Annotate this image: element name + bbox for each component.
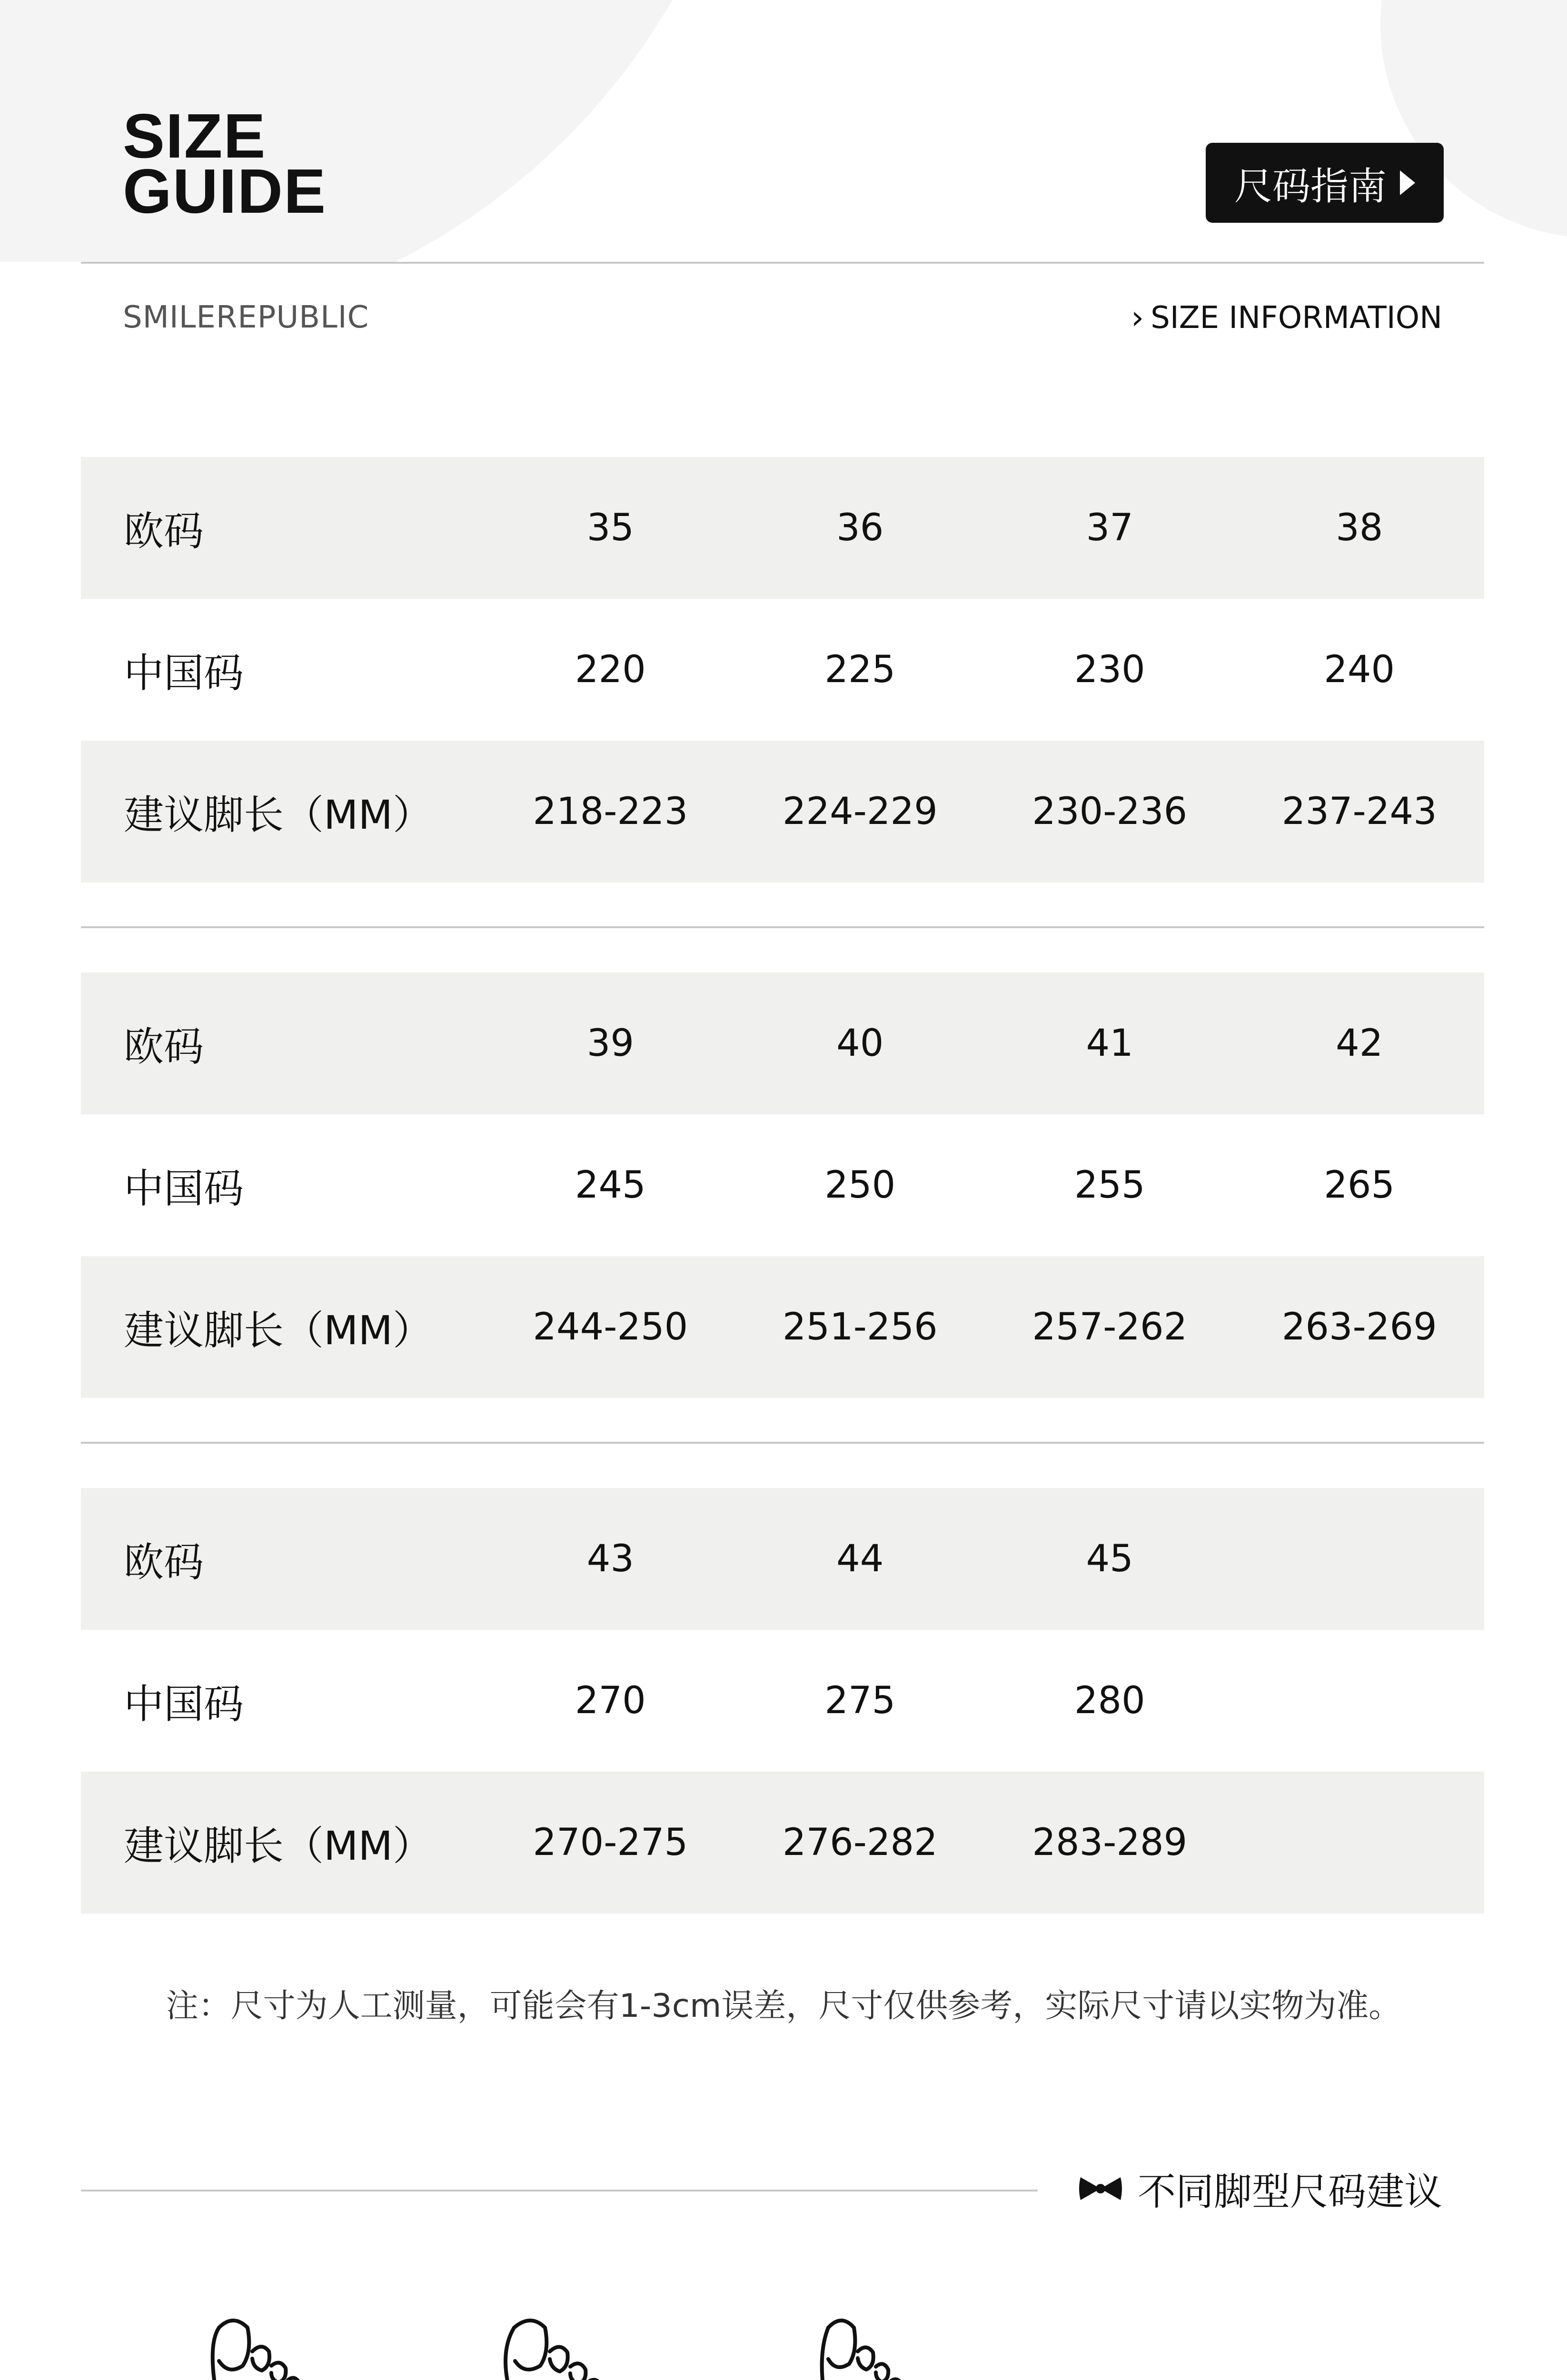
table-cell: 270: [575, 1679, 646, 1722]
table-row: [81, 1488, 1484, 1630]
brand-name: SMILEREPUBLIC: [123, 300, 369, 335]
table-cell: 280: [1074, 1679, 1145, 1722]
table-row: [81, 741, 1484, 883]
table-cell: 237-243: [1281, 790, 1437, 833]
standard-foot-icon: [200, 2313, 333, 2380]
size-information-label: SIZE INFORMATION: [1150, 300, 1442, 336]
row-label-eu: 欧码: [124, 1023, 204, 1070]
table-cell: 224-229: [782, 790, 938, 833]
play-triangle-icon: [1400, 170, 1415, 195]
size-table-3: [81, 1488, 1484, 1914]
row-label-cn: 中国码: [124, 1165, 244, 1212]
table-row: [81, 1256, 1484, 1398]
table-cell: 225: [824, 648, 896, 691]
table-cell: 245: [575, 1164, 646, 1207]
table-cell: 283-289: [1032, 1821, 1188, 1864]
page-title: SIZE GUIDE: [123, 101, 327, 226]
row-label-foot-length: 建议脚长（MM）: [124, 1307, 433, 1354]
foot-type-section-title: [1078, 2161, 1442, 2216]
table-row: [81, 972, 1484, 1114]
size-guide-button[interactable]: [1206, 143, 1444, 223]
table-cell: 275: [824, 1679, 896, 1722]
table-cell: 265: [1324, 1164, 1395, 1207]
table-cell: 220: [575, 648, 646, 691]
table-cell: 35: [586, 506, 634, 549]
table-cell: 244-250: [533, 1306, 688, 1349]
table-cell: 44: [836, 1537, 884, 1580]
table-cell: 270-275: [533, 1821, 688, 1864]
table-row: [81, 599, 1484, 741]
table-row: [81, 1114, 1484, 1256]
table-cell: 39: [586, 1022, 634, 1065]
table-cell: 240: [1324, 648, 1395, 691]
table-cell: 257-262: [1032, 1306, 1188, 1349]
table-divider: [81, 1442, 1484, 1444]
row-label-eu: 欧码: [124, 1538, 204, 1586]
wide-foot-icon: [495, 2313, 647, 2380]
table-cell: 263-269: [1281, 1306, 1437, 1349]
table-divider: [81, 926, 1484, 928]
measurement-note: 注：尺寸为人工测量，可能会有1-3cm误差，尺寸仅供参考，实际尺寸请以实物为准。: [166, 1987, 1401, 2025]
size-guide-label: 尺码指南: [1234, 164, 1387, 208]
table-cell: 40: [836, 1022, 884, 1065]
table-cell: 36: [836, 506, 884, 549]
chevron-right-icon: ›: [1131, 299, 1144, 337]
table-cell: 276-282: [782, 1821, 938, 1864]
table-cell: 45: [1086, 1537, 1133, 1580]
foot-type-title-text: 不同脚型尺码建议: [1138, 2170, 1442, 2214]
table-cell: 43: [586, 1537, 634, 1580]
table-cell: 37: [1086, 506, 1133, 549]
row-label-cn: 中国码: [124, 649, 244, 696]
size-information-link[interactable]: [1131, 299, 1442, 337]
row-label-cn: 中国码: [124, 1680, 244, 1727]
section-divider: [81, 2190, 1038, 2192]
row-label-eu: 欧码: [124, 507, 204, 555]
row-label-foot-length: 建议脚长（MM）: [124, 791, 433, 838]
table-cell: 230: [1074, 648, 1145, 691]
row-label-foot-length: 建议脚长（MM）: [124, 1822, 433, 1869]
table-cell: 42: [1336, 1022, 1383, 1065]
bow-icon: [1078, 2173, 1123, 2204]
table-cell: 38: [1336, 506, 1383, 549]
table-row: [81, 1772, 1484, 1914]
size-table-1: [81, 457, 1484, 883]
table-cell: 41: [1086, 1022, 1133, 1065]
table-cell: 250: [824, 1164, 896, 1207]
table-cell: 218-223: [533, 790, 688, 833]
size-table-2: [81, 972, 1484, 1398]
table-row: [81, 457, 1484, 599]
table-cell: 230-236: [1032, 790, 1188, 833]
header-divider: [81, 262, 1484, 264]
table-row: [81, 1630, 1484, 1772]
narrow-foot-icon: [804, 2313, 938, 2380]
table-cell: 255: [1074, 1164, 1145, 1207]
table-cell: 251-256: [782, 1306, 938, 1349]
